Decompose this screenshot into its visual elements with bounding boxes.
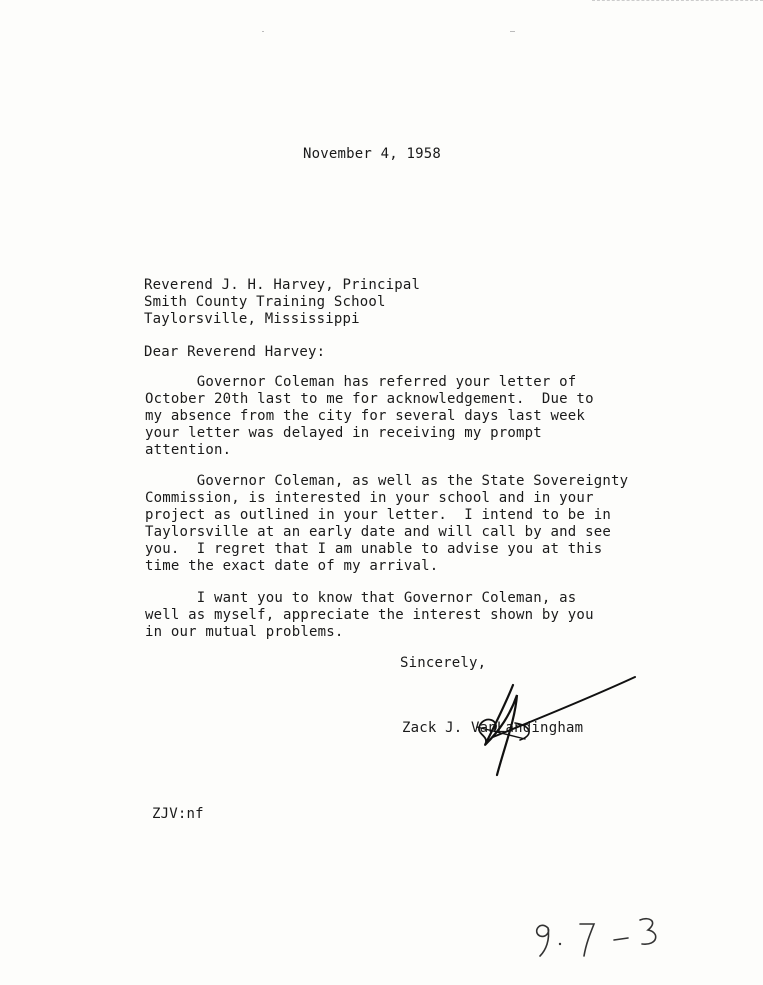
scan-edge-mark: [592, 0, 763, 3]
paragraph-line: my absence from the city for several days last week: [145, 408, 586, 424]
paragraph-line: project as outlined in your letter. I intend to be in: [145, 507, 611, 523]
handwritten-signature: [455, 665, 655, 785]
reference-initials: ZJV:nf: [152, 806, 204, 822]
handwritten-file-number: [530, 910, 670, 960]
salutation: Dear Reverend Harvey:: [144, 344, 326, 360]
paragraph-line: I want you to know that Governor Coleman, as: [145, 590, 577, 606]
paragraph-line: you. I regret that I am unable to advise you at this: [145, 541, 603, 557]
closing: Sincerely,: [400, 655, 487, 671]
scan-speck: [262, 31, 264, 32]
paragraph-line: Commission, is interested in your school and in your: [145, 490, 594, 506]
recipient-name: Reverend J. H. Harvey, Principal: [144, 277, 421, 293]
paragraph-line: October 20th last to me for acknowledgement. Due to: [145, 391, 594, 407]
recipient-school: Smith County Training School: [144, 294, 386, 310]
paragraph-line: Governor Coleman, as well as the State Sovereignty: [145, 473, 629, 489]
scan-speck: [510, 31, 515, 32]
signer-name: Zack J. VanLandingham: [402, 720, 584, 736]
paragraph-line: time the exact date of my arrival.: [145, 558, 439, 574]
paragraph-line: well as myself, appreciate the interest shown by you: [145, 607, 594, 623]
body-paragraph-3: [145, 590, 665, 641]
letter-date: November 4, 1958: [303, 146, 442, 162]
paragraph-line: Taylorsville at an early date and will call by and see: [145, 524, 611, 540]
paragraph-line: in our mutual problems.: [145, 624, 344, 640]
recipient-city: Taylorsville, Mississippi: [144, 311, 360, 327]
paragraph-line: Governor Coleman has referred your letter of: [145, 374, 577, 390]
paragraph-line: attention.: [145, 442, 232, 458]
paragraph-line: your letter was delayed in receiving my prompt: [145, 425, 542, 441]
body-paragraph-1: [145, 374, 665, 459]
body-paragraph-2: [145, 473, 665, 575]
